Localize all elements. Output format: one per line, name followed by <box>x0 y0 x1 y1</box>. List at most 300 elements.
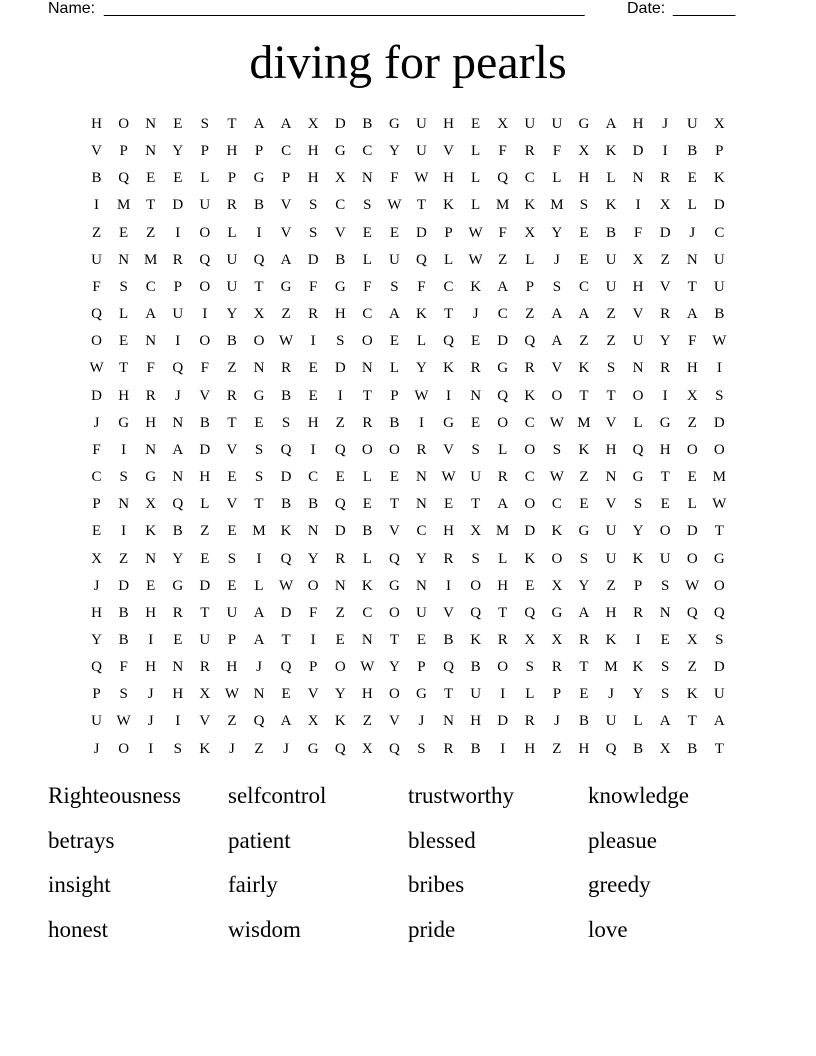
grid-letter[interactable]: C <box>416 523 427 540</box>
grid-letter[interactable]: D <box>524 523 536 540</box>
grid-letter[interactable]: E <box>471 116 481 132</box>
grid-letter[interactable]: J <box>256 659 262 676</box>
grid-letter[interactable]: Z <box>227 360 237 377</box>
grid-letter[interactable]: N <box>361 170 373 187</box>
grid-letter[interactable]: T <box>443 686 454 703</box>
grid-letter[interactable]: K <box>524 550 536 567</box>
grid-letter[interactable]: U <box>226 604 238 621</box>
grid-letter[interactable]: P <box>254 143 264 160</box>
grid-letter[interactable]: T <box>389 631 399 648</box>
grid-letter[interactable]: H <box>470 713 482 730</box>
grid-letter[interactable]: N <box>145 143 157 160</box>
grid-letter[interactable]: W <box>549 469 564 486</box>
grid-letter[interactable]: T <box>362 387 372 404</box>
grid-letter[interactable]: A <box>578 306 590 323</box>
grid-letter[interactable]: X <box>145 496 157 513</box>
grid-letter[interactable]: H <box>145 604 157 621</box>
grid-letter[interactable]: T <box>687 278 697 295</box>
grid-letter[interactable]: B <box>470 659 481 676</box>
grid-letter[interactable]: K <box>713 170 725 187</box>
grid-letter[interactable]: N <box>605 469 617 486</box>
grid-letter[interactable]: B <box>606 224 617 241</box>
grid-letter[interactable]: O <box>686 550 698 567</box>
grid-letter[interactable]: V <box>659 278 671 295</box>
grid-letter[interactable]: W <box>712 333 727 350</box>
grid-letter[interactable]: E <box>687 469 697 486</box>
grid-letter[interactable]: I <box>310 441 316 458</box>
grid-letter[interactable]: R <box>172 251 183 268</box>
grid-letter[interactable]: S <box>119 469 128 486</box>
grid-letter[interactable]: L <box>362 469 372 486</box>
grid-letter[interactable]: C <box>524 414 535 431</box>
grid-letter[interactable]: G <box>659 414 671 431</box>
grid-letter[interactable]: V <box>605 414 617 431</box>
grid-letter[interactable]: O <box>632 387 644 404</box>
grid-letter[interactable]: K <box>145 523 157 540</box>
grid-letter[interactable]: K <box>686 686 698 703</box>
grid-letter[interactable]: X <box>659 197 671 214</box>
grid-letter[interactable]: Y <box>334 686 346 703</box>
grid-letter[interactable]: U <box>605 278 617 295</box>
grid-letter[interactable]: P <box>173 278 182 295</box>
word-search-grid[interactable] <box>83 111 733 763</box>
grid-letter[interactable]: D <box>334 116 346 132</box>
grid-letter[interactable]: B <box>443 631 454 648</box>
grid-letter[interactable]: M <box>144 251 158 268</box>
grid-letter[interactable]: Y <box>659 333 671 350</box>
grid-letter[interactable]: W <box>468 224 483 241</box>
grid-letter[interactable]: D <box>199 577 211 594</box>
grid-letter[interactable]: N <box>253 686 265 703</box>
grid-letter[interactable]: L <box>254 577 264 594</box>
grid-letter[interactable]: K <box>632 550 644 567</box>
grid-letter[interactable]: X <box>551 631 563 648</box>
grid-letter[interactable]: C <box>524 469 535 486</box>
grid-letter[interactable]: L <box>525 251 535 268</box>
grid-letter[interactable]: P <box>715 143 724 160</box>
grid-letter[interactable]: F <box>363 278 372 295</box>
grid-letter[interactable]: I <box>256 550 262 567</box>
grid-letter[interactable]: T <box>471 496 481 513</box>
grid-letter[interactable]: H <box>91 604 102 621</box>
grid-letter[interactable]: R <box>660 306 671 323</box>
grid-letter[interactable]: H <box>199 469 211 486</box>
grid-letter[interactable]: W <box>279 577 294 594</box>
grid-letter[interactable]: B <box>362 116 373 132</box>
grid-letter[interactable]: D <box>280 469 292 486</box>
grid-letter[interactable]: D <box>307 251 319 268</box>
grid-letter[interactable]: X <box>551 577 563 594</box>
grid-letter[interactable]: B <box>308 496 319 513</box>
grid-letter[interactable]: K <box>524 197 536 214</box>
grid-letter[interactable]: I <box>175 224 181 241</box>
grid-letter[interactable]: N <box>686 251 698 268</box>
grid-letter[interactable]: J <box>472 306 479 323</box>
grid-letter[interactable]: J <box>553 251 560 268</box>
grid-letter[interactable]: B <box>687 740 698 757</box>
grid-letter[interactable]: E <box>471 414 481 431</box>
grid-letter[interactable]: N <box>145 441 157 458</box>
grid-letter[interactable]: J <box>662 116 669 132</box>
grid-letter[interactable]: D <box>280 604 292 621</box>
grid-letter[interactable]: O <box>334 659 346 676</box>
grid-letter[interactable]: Z <box>687 414 697 431</box>
grid-letter[interactable]: F <box>688 333 697 350</box>
grid-letter[interactable]: Y <box>307 550 319 567</box>
grid-letter[interactable]: O <box>199 278 211 295</box>
grid-letter[interactable]: Q <box>172 360 184 377</box>
grid-letter[interactable]: G <box>443 414 454 431</box>
grid-letter[interactable]: C <box>578 278 589 295</box>
grid-letter[interactable]: L <box>552 170 562 187</box>
grid-letter[interactable]: G <box>172 577 184 594</box>
grid-letter[interactable]: I <box>310 333 316 350</box>
grid-letter[interactable]: L <box>200 496 210 513</box>
grid-letter[interactable]: O <box>361 333 373 350</box>
grid-letter[interactable]: K <box>199 740 211 757</box>
grid-letter[interactable]: V <box>91 143 102 160</box>
grid-letter[interactable]: S <box>661 577 670 594</box>
grid-letter[interactable]: Z <box>335 414 345 431</box>
grid-letter[interactable]: S <box>552 441 562 458</box>
grid-letter[interactable]: Q <box>280 441 292 458</box>
grid-letter[interactable]: L <box>389 360 399 377</box>
grid-letter[interactable]: H <box>145 659 157 676</box>
grid-letter[interactable]: D <box>632 143 644 160</box>
grid-letter[interactable]: E <box>173 631 183 648</box>
grid-letter[interactable]: I <box>175 333 181 350</box>
grid-letter[interactable]: Y <box>172 550 184 567</box>
grid-letter[interactable]: P <box>227 170 237 187</box>
grid-letter[interactable]: V <box>199 713 211 730</box>
grid-letter[interactable]: O <box>497 659 509 676</box>
grid-letter[interactable]: G <box>307 740 319 757</box>
grid-letter[interactable]: T <box>416 197 427 214</box>
grid-letter[interactable]: J <box>93 414 100 431</box>
grid-letter[interactable]: D <box>334 360 346 377</box>
grid-letter[interactable]: N <box>118 496 130 513</box>
grid-letter[interactable]: J <box>689 224 696 241</box>
grid-letter[interactable]: K <box>470 278 482 295</box>
grid-letter[interactable]: R <box>199 659 210 676</box>
grid-letter[interactable]: H <box>632 278 644 295</box>
grid-letter[interactable]: E <box>389 469 399 486</box>
grid-letter[interactable]: L <box>443 251 454 268</box>
grid-letter[interactable]: I <box>121 441 127 458</box>
grid-letter[interactable]: N <box>334 577 346 594</box>
grid-letter[interactable]: I <box>662 387 668 404</box>
grid-letter[interactable]: C <box>91 469 102 486</box>
grid-letter[interactable]: G <box>416 686 427 703</box>
grid-letter[interactable]: E <box>281 686 291 703</box>
grid-letter[interactable]: D <box>334 523 346 540</box>
grid-letter[interactable]: F <box>417 278 426 295</box>
grid-letter[interactable]: N <box>307 523 319 540</box>
grid-letter[interactable]: P <box>444 224 453 241</box>
grid-letter[interactable]: K <box>334 713 346 730</box>
grid-letter[interactable]: Z <box>660 251 670 268</box>
grid-letter[interactable]: A <box>280 713 292 730</box>
grid-letter[interactable]: X <box>578 143 590 160</box>
grid-letter[interactable]: O <box>686 441 698 458</box>
grid-letter[interactable]: S <box>308 197 318 214</box>
grid-letter[interactable]: E <box>687 170 697 187</box>
grid-letter[interactable]: Z <box>335 604 345 621</box>
grid-letter[interactable]: I <box>337 387 343 404</box>
grid-letter[interactable]: T <box>119 360 129 377</box>
grid-letter[interactable]: A <box>551 333 563 350</box>
grid-letter[interactable]: X <box>524 631 536 648</box>
grid-letter[interactable]: D <box>497 713 509 730</box>
grid-letter[interactable]: I <box>500 686 506 703</box>
grid-letter[interactable]: K <box>280 523 292 540</box>
grid-letter[interactable]: T <box>714 740 724 757</box>
grid-letter[interactable]: S <box>119 686 128 703</box>
grid-letter[interactable]: Q <box>388 550 400 567</box>
grid-letter[interactable]: P <box>227 631 237 648</box>
grid-letter[interactable]: B <box>633 740 644 757</box>
grid-letter[interactable]: B <box>335 251 346 268</box>
grid-letter[interactable]: A <box>388 306 400 323</box>
grid-letter[interactable]: I <box>500 740 506 757</box>
grid-letter[interactable]: R <box>443 740 454 757</box>
grid-letter[interactable]: H <box>659 441 671 458</box>
grid-letter[interactable]: O <box>388 686 400 703</box>
grid-letter[interactable]: X <box>686 631 698 648</box>
grid-letter[interactable]: B <box>714 306 725 323</box>
grid-letter[interactable]: Z <box>525 306 535 323</box>
grid-letter[interactable]: S <box>308 224 318 241</box>
grid-letter[interactable]: G <box>578 116 590 132</box>
grid-letter[interactable]: E <box>362 224 372 241</box>
grid-letter[interactable]: P <box>417 659 426 676</box>
grid-letter[interactable]: Q <box>443 659 454 676</box>
grid-letter[interactable]: R <box>281 360 292 377</box>
grid-letter[interactable]: H <box>361 686 373 703</box>
grid-letter[interactable]: Q <box>605 740 617 757</box>
grid-letter[interactable]: S <box>254 441 264 458</box>
grid-letter[interactable]: A <box>659 713 671 730</box>
grid-letter[interactable]: Z <box>362 713 372 730</box>
grid-letter[interactable]: E <box>471 333 481 350</box>
grid-letter[interactable]: I <box>256 224 262 241</box>
grid-letter[interactable]: N <box>470 387 482 404</box>
grid-letter[interactable]: E <box>389 333 399 350</box>
grid-letter[interactable]: Y <box>578 577 590 594</box>
grid-letter[interactable]: V <box>280 197 292 214</box>
grid-letter[interactable]: K <box>605 631 617 648</box>
grid-letter[interactable]: A <box>253 116 265 132</box>
grid-letter[interactable]: X <box>497 116 509 132</box>
grid-letter[interactable]: P <box>552 686 562 703</box>
grid-letter[interactable]: W <box>712 496 727 513</box>
grid-letter[interactable]: D <box>686 523 698 540</box>
grid-letter[interactable]: N <box>443 713 454 730</box>
grid-letter[interactable]: A <box>605 116 617 132</box>
grid-letter[interactable]: H <box>307 170 319 187</box>
grid-letter[interactable]: P <box>281 170 291 187</box>
grid-letter[interactable]: V <box>307 686 319 703</box>
grid-letter[interactable]: O <box>253 333 265 350</box>
grid-letter[interactable]: U <box>470 686 482 703</box>
grid-letter[interactable]: X <box>470 523 482 540</box>
grid-letter[interactable]: J <box>147 713 154 730</box>
grid-letter[interactable]: O <box>307 577 319 594</box>
grid-letter[interactable]: K <box>632 659 644 676</box>
grid-letter[interactable]: I <box>418 414 424 431</box>
grid-letter[interactable]: E <box>173 170 183 187</box>
grid-letter[interactable]: A <box>686 306 698 323</box>
grid-letter[interactable]: Y <box>388 659 400 676</box>
grid-letter[interactable]: U <box>91 251 102 268</box>
grid-letter[interactable]: T <box>606 387 616 404</box>
grid-letter[interactable]: S <box>525 659 534 676</box>
grid-letter[interactable]: A <box>145 306 157 323</box>
grid-letter[interactable]: S <box>579 550 589 567</box>
grid-letter[interactable]: F <box>308 604 318 621</box>
grid-letter[interactable]: F <box>498 143 507 160</box>
grid-letter[interactable]: U <box>91 713 102 730</box>
grid-letter[interactable]: N <box>361 631 373 648</box>
grid-letter[interactable]: I <box>121 523 127 540</box>
grid-letter[interactable]: E <box>660 496 670 513</box>
grid-letter[interactable]: V <box>632 306 644 323</box>
grid-letter[interactable]: U <box>388 251 400 268</box>
grid-letter[interactable]: N <box>172 659 184 676</box>
grid-letter[interactable]: S <box>633 496 643 513</box>
grid-letter[interactable]: S <box>417 740 426 757</box>
grid-letter[interactable]: V <box>280 224 292 241</box>
grid-letter[interactable]: D <box>416 224 427 241</box>
grid-letter[interactable]: D <box>172 197 184 214</box>
name-field[interactable]: ______________________________________________________ <box>104 0 585 17</box>
grid-letter[interactable]: I <box>175 713 181 730</box>
grid-letter[interactable]: D <box>713 197 725 214</box>
grid-letter[interactable]: S <box>363 197 372 214</box>
grid-letter[interactable]: S <box>227 550 237 567</box>
grid-letter[interactable]: Q <box>172 496 184 513</box>
grid-letter[interactable]: L <box>471 170 481 187</box>
grid-letter[interactable]: B <box>687 143 698 160</box>
grid-letter[interactable]: O <box>524 496 536 513</box>
grid-letter[interactable]: Q <box>280 550 292 567</box>
grid-letter[interactable]: O <box>470 577 482 594</box>
grid-letter[interactable]: T <box>281 631 291 648</box>
grid-letter[interactable]: S <box>606 360 616 377</box>
grid-letter[interactable]: L <box>633 713 643 730</box>
grid-letter[interactable]: Y <box>632 523 644 540</box>
grid-letter[interactable]: T <box>389 496 399 513</box>
grid-letter[interactable]: B <box>362 523 373 540</box>
grid-letter[interactable]: U <box>605 713 617 730</box>
grid-letter[interactable]: H <box>578 170 590 187</box>
grid-letter[interactable]: G <box>253 170 265 187</box>
grid-letter[interactable]: P <box>92 496 101 513</box>
grid-letter[interactable]: E <box>227 577 237 594</box>
grid-letter[interactable]: Q <box>470 604 482 621</box>
grid-letter[interactable]: B <box>254 197 265 214</box>
grid-letter[interactable]: Z <box>606 577 616 594</box>
grid-letter[interactable]: I <box>716 360 722 377</box>
grid-letter[interactable]: S <box>552 278 562 295</box>
grid-letter[interactable]: Q <box>334 441 346 458</box>
grid-letter[interactable]: T <box>660 469 670 486</box>
grid-letter[interactable]: W <box>549 414 564 431</box>
grid-letter[interactable]: E <box>173 116 183 132</box>
grid-letter[interactable]: N <box>416 577 427 594</box>
grid-letter[interactable]: E <box>119 333 129 350</box>
grid-letter[interactable]: Z <box>91 224 102 241</box>
grid-letter[interactable]: Z <box>498 251 508 268</box>
grid-letter[interactable]: N <box>172 414 184 431</box>
grid-letter[interactable]: F <box>308 278 318 295</box>
grid-letter[interactable]: L <box>362 550 372 567</box>
grid-letter[interactable]: J <box>174 387 181 404</box>
grid-letter[interactable]: B <box>389 414 400 431</box>
grid-letter[interactable]: X <box>199 686 211 703</box>
grid-letter[interactable]: L <box>687 197 697 214</box>
grid-letter[interactable]: S <box>471 441 480 458</box>
grid-letter[interactable]: A <box>172 441 184 458</box>
grid-letter[interactable]: H <box>497 577 509 594</box>
grid-letter[interactable]: U <box>686 116 698 132</box>
grid-letter[interactable]: J <box>229 740 235 757</box>
grid-letter[interactable]: V <box>199 387 211 404</box>
grid-letter[interactable]: O <box>361 441 373 458</box>
grid-letter[interactable]: S <box>471 550 480 567</box>
grid-letter[interactable]: A <box>713 713 725 730</box>
grid-letter[interactable]: L <box>471 143 481 160</box>
grid-letter[interactable]: O <box>388 604 400 621</box>
grid-letter[interactable]: H <box>226 143 238 160</box>
grid-letter[interactable]: S <box>119 278 128 295</box>
grid-letter[interactable]: H <box>91 116 102 132</box>
grid-letter[interactable]: X <box>253 306 265 323</box>
grid-letter[interactable]: U <box>416 604 427 621</box>
grid-letter[interactable]: N <box>632 170 644 187</box>
grid-letter[interactable]: F <box>552 143 562 160</box>
grid-letter[interactable]: U <box>713 686 725 703</box>
grid-letter[interactable]: U <box>470 469 482 486</box>
grid-letter[interactable]: R <box>497 469 508 486</box>
grid-letter[interactable]: I <box>635 631 641 648</box>
grid-letter[interactable]: E <box>146 170 156 187</box>
grid-letter[interactable]: O <box>551 387 563 404</box>
grid-letter[interactable]: H <box>524 740 536 757</box>
grid-letter[interactable]: O <box>659 523 671 540</box>
grid-letter[interactable]: V <box>388 523 400 540</box>
grid-letter[interactable]: O <box>118 740 130 757</box>
grid-letter[interactable]: E <box>389 224 399 241</box>
grid-letter[interactable]: G <box>551 604 563 621</box>
grid-letter[interactable]: N <box>659 604 671 621</box>
grid-letter[interactable]: R <box>497 631 508 648</box>
grid-letter[interactable]: F <box>498 224 507 241</box>
grid-letter[interactable]: H <box>605 604 617 621</box>
grid-letter[interactable]: W <box>387 197 402 214</box>
grid-letter[interactable]: U <box>199 631 211 648</box>
grid-letter[interactable]: L <box>606 170 616 187</box>
grid-letter[interactable]: G <box>388 577 400 594</box>
grid-letter[interactable]: D <box>91 387 102 404</box>
grid-letter[interactable]: B <box>470 740 481 757</box>
grid-letter[interactable]: Z <box>687 659 697 676</box>
grid-letter[interactable]: L <box>362 251 372 268</box>
grid-letter[interactable]: L <box>227 224 237 241</box>
grid-letter[interactable]: E <box>119 224 129 241</box>
grid-letter[interactable]: Q <box>388 740 400 757</box>
grid-letter[interactable]: D <box>497 333 509 350</box>
